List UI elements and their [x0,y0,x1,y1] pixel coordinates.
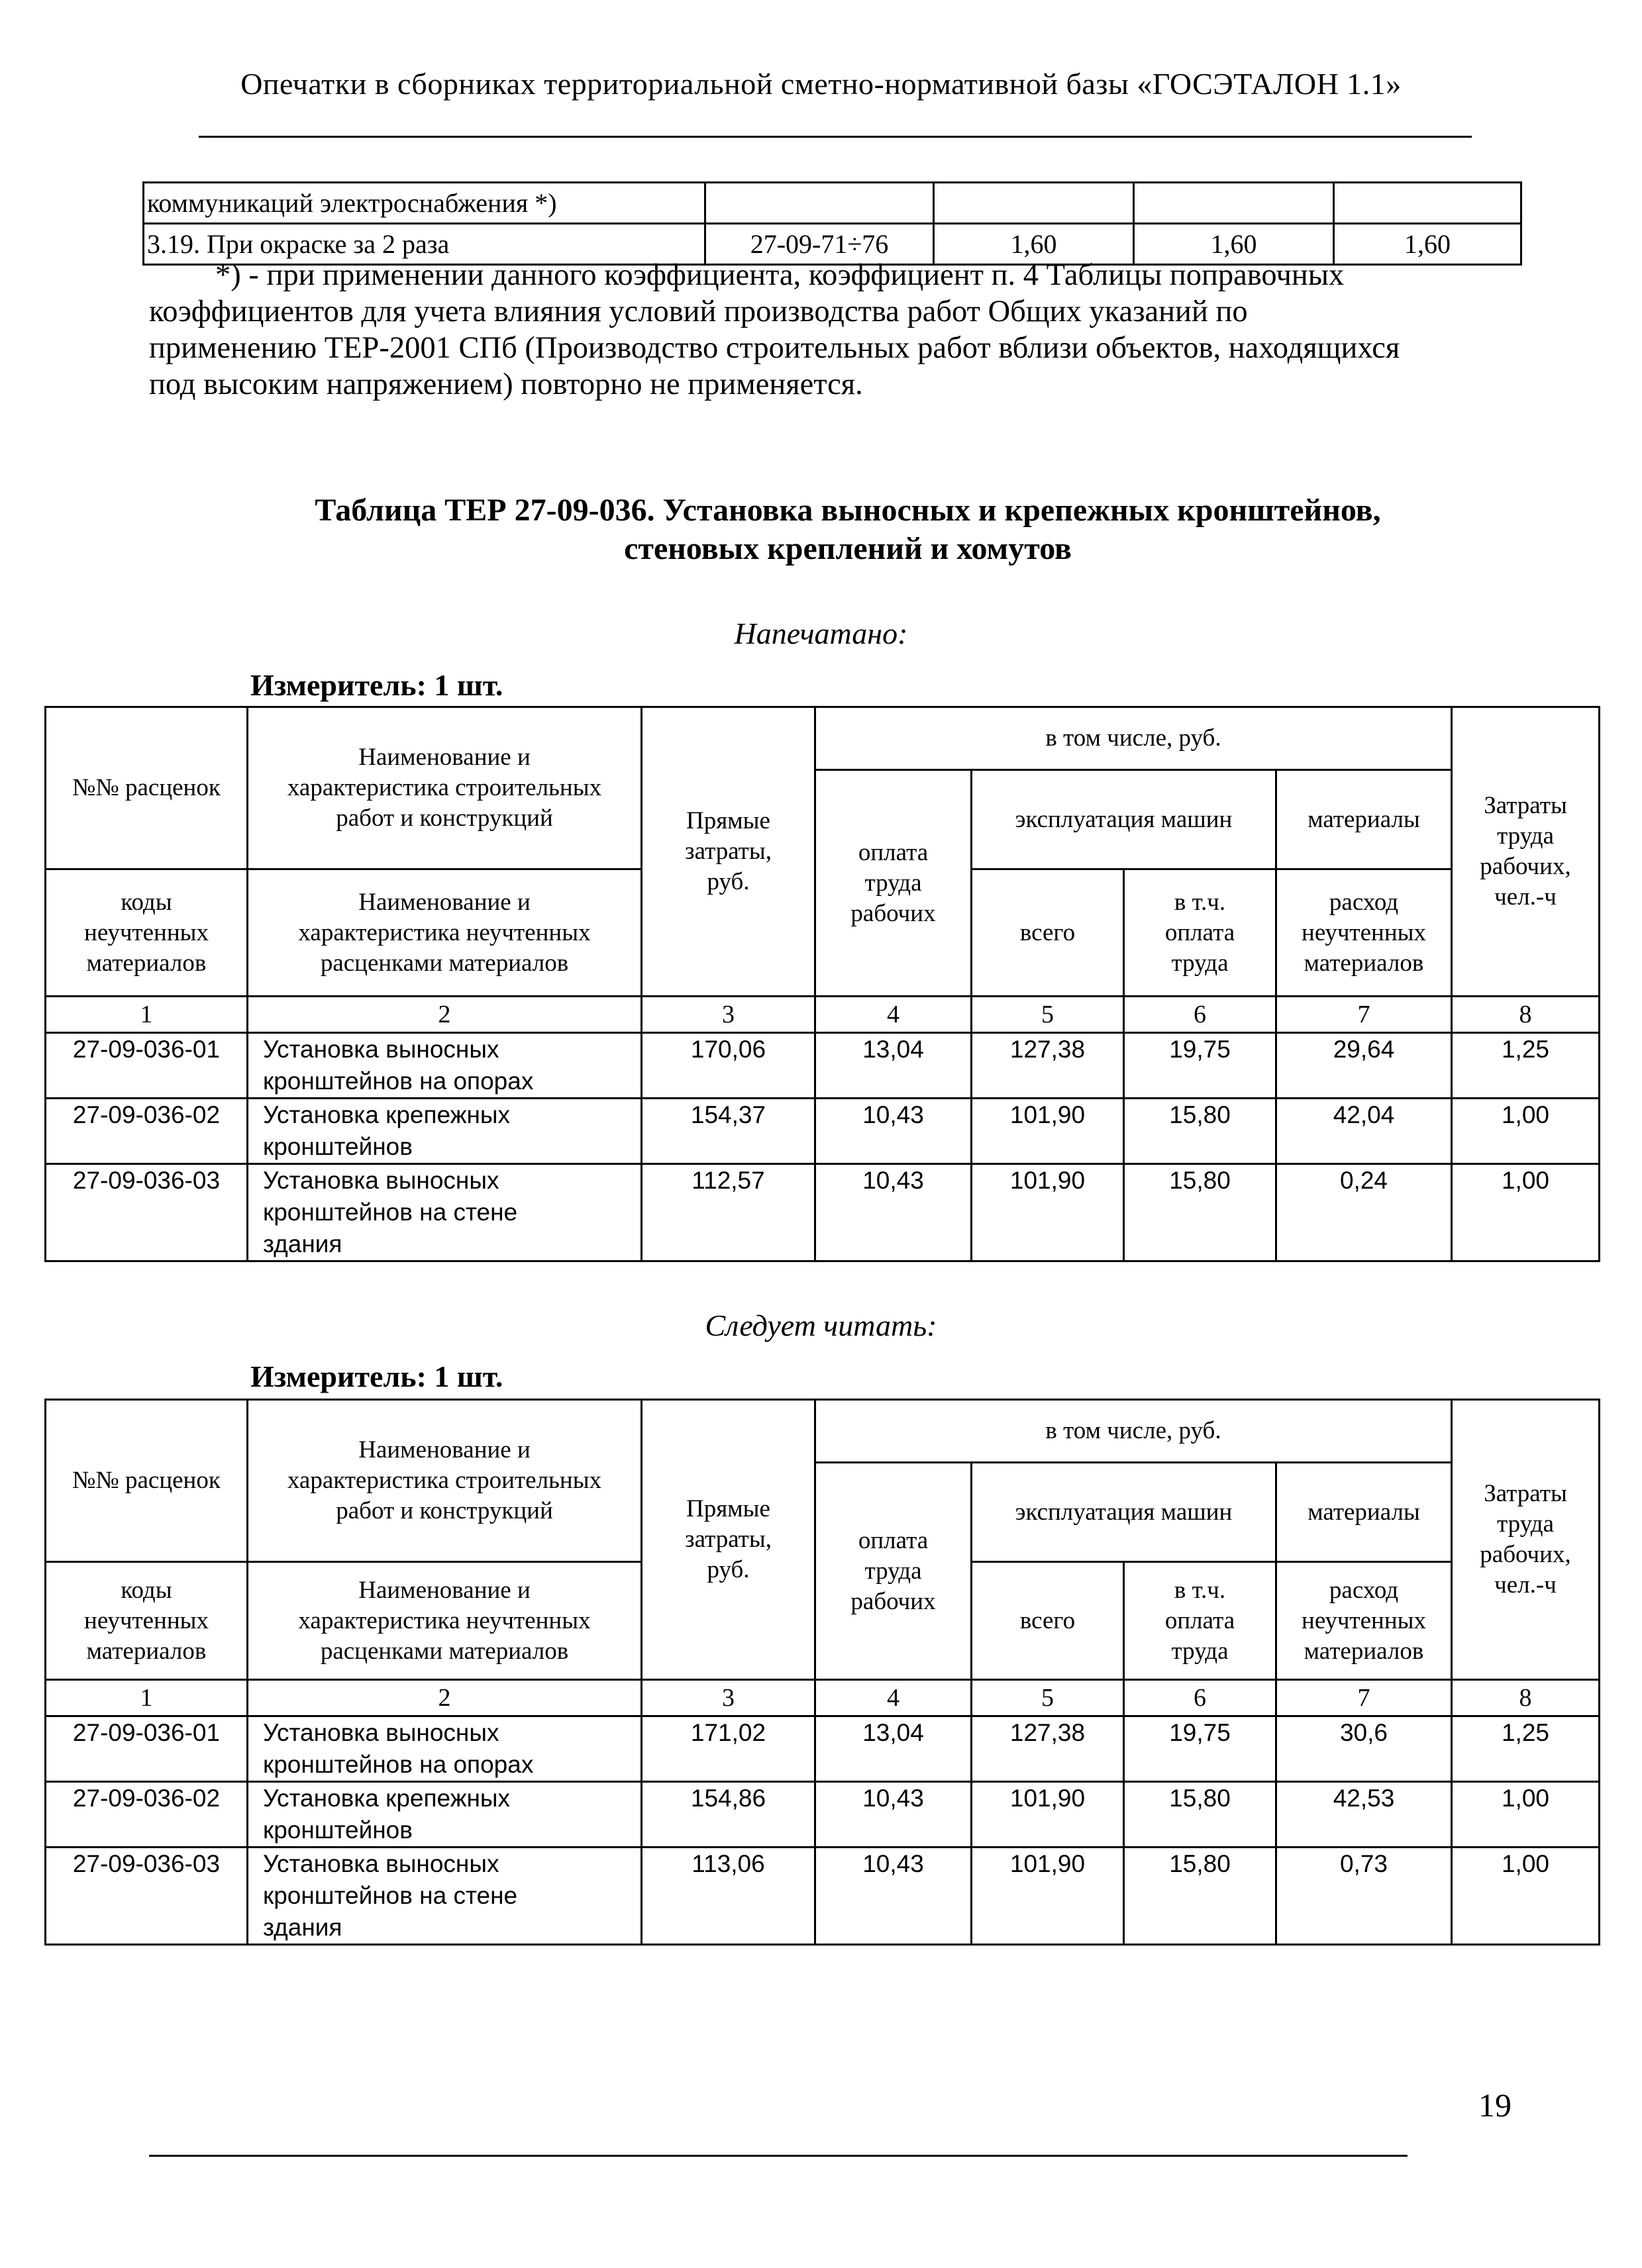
header-text: неучтенных [1302,1606,1426,1634]
table-row [144,183,1521,224]
col-direct-cost-header [642,707,815,997]
corrected-rates-table [44,1399,1600,1946]
direct-cost: 171,02 [642,1716,815,1782]
header-text: Наименование и [358,1576,531,1604]
machines-total: 101,90 [972,1099,1124,1164]
machines-total: 127,38 [972,1716,1124,1782]
header-text: затраты, [685,1526,772,1553]
header-text: характеристика неучтенных [298,918,591,946]
work-name [248,1033,642,1099]
work-name-line: кронштейнов [263,1816,413,1844]
row-value [934,183,1134,224]
direct-cost: 154,86 [642,1782,815,1848]
work-name [248,1164,642,1261]
header-text: затраты, [685,838,772,865]
printed-rates-table [44,706,1600,1262]
header-text: коды [121,1576,172,1604]
column-number: 1 [46,997,248,1033]
column-number: 7 [1276,1680,1452,1716]
col-materials-header: материалы [1276,770,1452,869]
section-title [199,491,1497,568]
labor-pay: 13,04 [815,1033,972,1099]
work-name-line: здания [263,1230,342,1257]
header-text: труда [1496,1510,1555,1538]
materials-cost: 42,53 [1276,1782,1452,1848]
column-number: 3 [642,997,815,1033]
column-number: 8 [1452,1680,1600,1716]
header-text: расход [1329,888,1399,916]
direct-cost: 154,37 [642,1099,815,1164]
machines-labor: 15,80 [1124,1848,1276,1945]
col-group-header: в том числе, руб. [815,1400,1452,1463]
rate-code: 27-09-036-02 [46,1099,248,1164]
column-number: 7 [1276,997,1452,1033]
header-text: материалов [86,1637,207,1665]
col-labor-pay-header [815,1463,972,1680]
correct-label: Следует читать: [705,1308,937,1342]
header-text: оплата [858,838,929,866]
table-row [46,1782,1600,1848]
column-number: 8 [1452,997,1600,1033]
col-work-name-header [248,707,642,869]
header-text: труда [864,869,922,897]
coefficient-table-fragment [142,181,1522,266]
header-text: материалов [1304,1637,1424,1665]
header-text: Наименование и [358,888,531,916]
column-number-row [46,997,1600,1033]
col-labor-hours-header [1452,707,1600,997]
header-text: расценками материалов [320,949,569,977]
materials-cost: 29,64 [1276,1033,1452,1099]
col-material-names-header [248,869,642,997]
table-row [46,1716,1600,1782]
row-name: коммуникаций электроснабжения *) [144,183,705,224]
table-row [46,1164,1600,1261]
col-machines-labor-header [1124,869,1276,997]
work-name-line: кронштейнов на стене [263,1882,518,1909]
row-value: 1,60 [1334,224,1521,265]
header-text: рабочих, [1480,853,1571,880]
page-number: 19 [1478,2087,1512,2124]
header-divider [199,136,1472,138]
row-name: 3.19. При окраске за 2 раза [144,224,705,265]
header-text: неучтенных [84,1606,209,1634]
header-text: чел.-ч [1494,883,1557,911]
col-direct-cost-header [642,1400,815,1680]
page-header-title: Опечатки в сборниках территориальной сметно-нормативной базы «ГОСЭТАЛОН 1.1» [240,67,1402,101]
col-material-codes-header [46,869,248,997]
section-title-line: Таблица ТЕР 27-09-036. Установка выносных и крепежных кронштейнов, [315,493,1381,528]
header-text: труда [1171,1637,1229,1665]
column-number: 4 [815,997,972,1033]
machines-total: 101,90 [972,1164,1124,1261]
header-row [46,707,1600,770]
header-text: Затраты [1484,1480,1567,1507]
labor-hours: 1,00 [1452,1164,1600,1261]
header-text: неучтенных [84,918,209,946]
header-text: неучтенных [1302,918,1426,946]
header-text: рабочих [850,1587,936,1615]
direct-cost: 112,57 [642,1164,815,1261]
header-text: работ и конструкций [336,1497,553,1524]
table-row [46,1848,1600,1945]
header-text: Затраты [1484,792,1567,819]
machines-total: 101,90 [972,1848,1124,1945]
column-number-row [46,1680,1600,1716]
header-text: в т.ч. [1174,1576,1226,1604]
footnote [149,257,1523,403]
footnote-line: коэффициентов для учета влияния условий производства работ Общих указаний по [149,295,1248,328]
printed-label: Напечатано: [734,616,908,650]
header-text: Наименование и [358,744,531,771]
work-name [248,1782,642,1848]
col-machines-total-header: всего [972,1562,1124,1680]
header-text: чел.-ч [1494,1571,1557,1599]
labor-pay: 10,43 [815,1782,972,1848]
col-labor-pay-header [815,770,972,997]
labor-hours: 1,00 [1452,1782,1600,1848]
rate-code: 27-09-036-03 [46,1848,248,1945]
header-text: коды [121,888,172,916]
header-text: рабочих [850,899,936,927]
col-materials-header: материалы [1276,1463,1452,1562]
column-number: 3 [642,1680,815,1716]
direct-cost: 170,06 [642,1033,815,1099]
table-row [46,1099,1600,1164]
labor-pay: 10,43 [815,1099,972,1164]
materials-cost: 0,24 [1276,1164,1452,1261]
work-name-line: Установка выносных [263,1036,499,1063]
work-name [248,1099,642,1164]
footnote-line: *) - при применении данного коэффициента, коэффициент п. 4 Таблицы поправочных [215,258,1345,292]
work-name [248,1716,642,1782]
work-name-line: кронштейнов [263,1133,413,1160]
col-material-consumption-header [1276,869,1452,997]
header-text: расценками материалов [320,1637,569,1665]
work-name-line: Установка выносных [263,1850,499,1877]
labor-hours: 1,25 [1452,1033,1600,1099]
header-text: Прямые [686,1495,770,1522]
table-row [46,1033,1600,1099]
work-name-line: кронштейнов на опорах [263,1067,534,1095]
header-text: труда [1171,949,1229,977]
column-number: 5 [972,997,1124,1033]
header-text: материалов [86,949,207,977]
machines-labor: 19,75 [1124,1716,1276,1782]
header-text: руб. [707,868,750,895]
header-text: характеристика строительных [287,774,602,801]
rate-code: 27-09-036-01 [46,1716,248,1782]
header-text: характеристика неучтенных [298,1606,591,1634]
rate-code: 27-09-036-02 [46,1782,248,1848]
col-group-header: в том числе, руб. [815,707,1452,770]
header-text: труда [1496,822,1555,850]
materials-cost: 42,04 [1276,1099,1452,1164]
machines-labor: 15,80 [1124,1099,1276,1164]
header-text: рабочих, [1480,1541,1571,1568]
col-machines-header: эксплуатация машин [972,1463,1276,1562]
col-machines-header: эксплуатация машин [972,770,1276,869]
work-name-line: Установка крепежных [263,1785,510,1812]
work-name-line: здания [263,1914,342,1941]
direct-cost: 113,06 [642,1848,815,1945]
column-number: 5 [972,1680,1124,1716]
header-row [46,1400,1600,1463]
header-text: работ и конструкций [336,805,553,832]
header-text: руб. [707,1556,750,1583]
work-name-line: кронштейнов на опорах [263,1751,534,1778]
col-material-codes-header [46,1562,248,1680]
materials-cost: 0,73 [1276,1848,1452,1945]
rate-code: 27-09-036-03 [46,1164,248,1261]
machines-total: 127,38 [972,1033,1124,1099]
labor-pay: 10,43 [815,1848,972,1945]
labor-pay: 10,43 [815,1164,972,1261]
header-text: Наименование и [358,1436,531,1463]
machines-labor: 15,80 [1124,1164,1276,1261]
footnote-line: под высоким напряжением) повторно не применяется. [149,368,863,401]
column-number: 6 [1124,997,1276,1033]
work-name-line: Установка выносных [263,1167,499,1194]
column-number: 6 [1124,1680,1276,1716]
header-text: характеристика строительных [287,1467,602,1494]
col-rate-number-header: №№ расценок [46,707,248,869]
section-title-line: стеновых креплений и хомутов [624,531,1072,566]
header-text: оплата [1164,918,1235,946]
machines-labor: 19,75 [1124,1033,1276,1099]
row-code [705,183,934,224]
header-text: расход [1329,1576,1399,1604]
labor-hours: 1,00 [1452,1848,1600,1945]
unit-label: Измеритель: 1 шт. [250,1359,503,1393]
row-value: 1,60 [1134,224,1334,265]
column-number: 2 [248,997,642,1033]
row-value [1134,183,1334,224]
header-text: материалов [1304,949,1424,977]
labor-hours: 1,25 [1452,1716,1600,1782]
labor-hours: 1,00 [1452,1099,1600,1164]
header-text: труда [864,1557,922,1585]
column-number: 2 [248,1680,642,1716]
materials-cost: 30,6 [1276,1716,1452,1782]
col-material-names-header [248,1562,642,1680]
rate-code: 27-09-036-01 [46,1033,248,1099]
row-value [1334,183,1521,224]
header-text: в т.ч. [1174,888,1226,916]
col-material-consumption-header [1276,1562,1452,1680]
column-number: 4 [815,1680,972,1716]
unit-label: Измеритель: 1 шт. [250,668,503,702]
footer-divider [149,2155,1408,2157]
col-machines-total-header: всего [972,869,1124,997]
row-code: 27-09-71÷76 [705,224,934,265]
column-number: 1 [46,1680,248,1716]
header-text: Прямые [686,807,770,834]
header-text: оплата [1164,1606,1235,1634]
col-machines-labor-header [1124,1562,1276,1680]
row-value: 1,60 [934,224,1134,265]
work-name-line: кронштейнов на стене [263,1199,518,1226]
labor-pay: 13,04 [815,1716,972,1782]
footnote-line: применению ТЕР-2001 СПб (Производство строительных работ вблизи объектов, находящихся [149,331,1400,365]
col-labor-hours-header [1452,1400,1600,1680]
col-work-name-header [248,1400,642,1562]
header-text: оплата [858,1526,929,1554]
work-name [248,1848,642,1945]
machines-labor: 15,80 [1124,1782,1276,1848]
work-name-line: Установка выносных [263,1719,499,1746]
machines-total: 101,90 [972,1782,1124,1848]
col-rate-number-header: №№ расценок [46,1400,248,1562]
work-name-line: Установка крепежных [263,1101,510,1128]
